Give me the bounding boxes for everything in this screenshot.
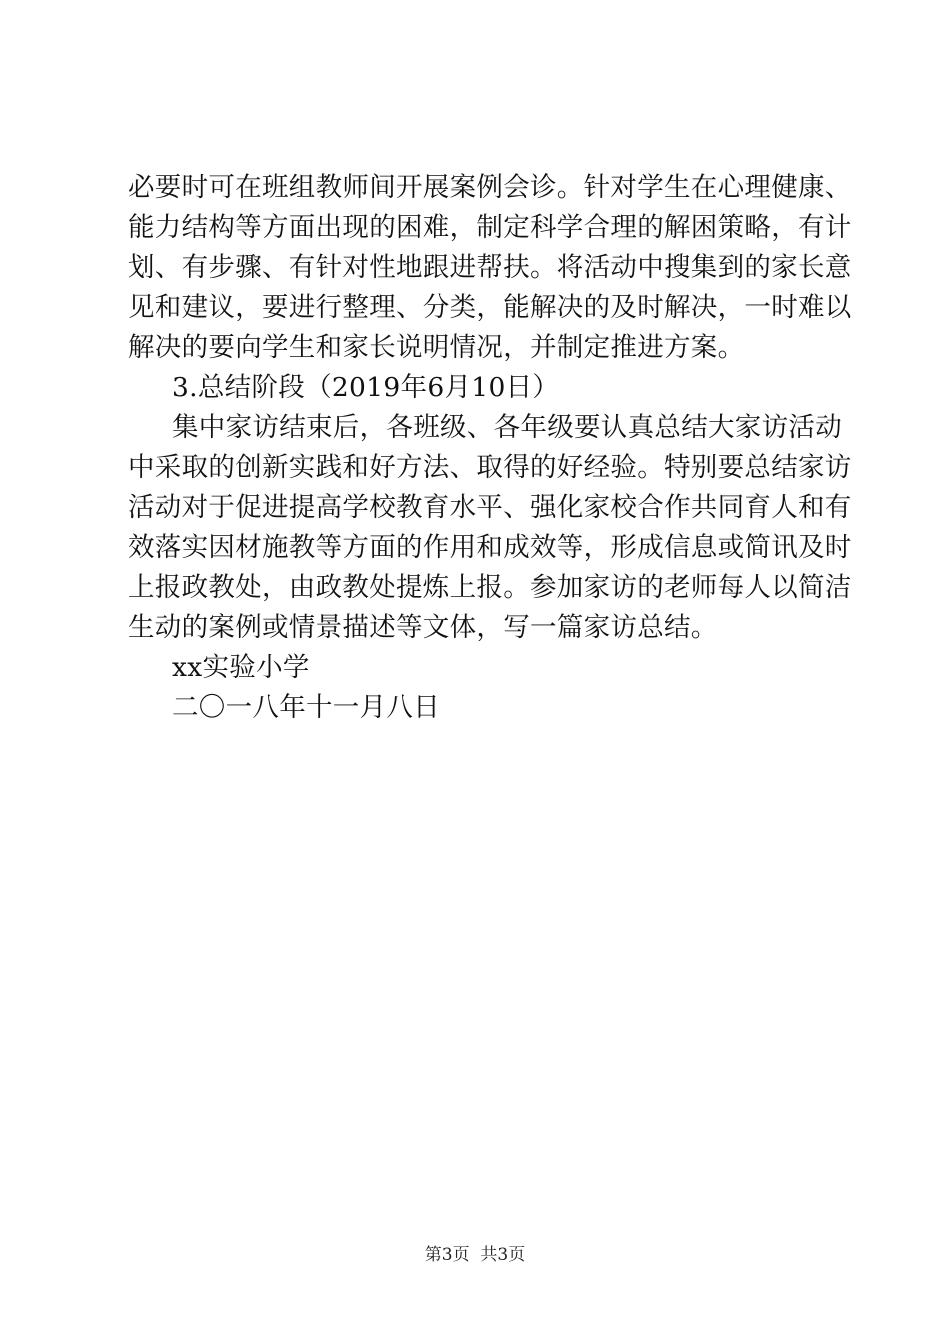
document-body <box>128 168 852 728</box>
paragraph-line: 解决的要向学生和家长说明情况，并制定推进方案。 <box>128 332 745 363</box>
paragraph-line: 生动的案例或情景描述等文体，写一篇家访总结。 <box>128 612 718 643</box>
paragraph-line: 集中家访结束后，各班级、各年级要认真总结大家访活动 <box>172 412 842 443</box>
paragraph-line: 划、有步骤、有针对性地跟进帮扶。将活动中搜集到的家长意 <box>128 252 852 283</box>
paragraph-line: 见和建议，要进行整理、分类，能解决的及时解决，一时难以 <box>128 292 852 323</box>
paragraph-line: 能力结构等方面出现的困难，制定科学合理的解困策略，有计 <box>128 212 852 243</box>
signature-date: 二〇一八年十一月八日 <box>172 692 440 723</box>
paragraph-line: 必要时可在班组教师间开展案例会诊。针对学生在心理健康、 <box>128 172 852 203</box>
section-heading: 3.总结阶段（2019年6月10日） <box>172 372 560 403</box>
paragraph-line: 活动对于促进提高学校教育水平、强化家校合作共同育人和有 <box>128 492 852 523</box>
paragraph-line: 效落实因材施教等方面的作用和成效等，形成信息或简讯及时 <box>128 532 852 563</box>
page-number-label: 第3页 共3页 <box>424 1245 526 1265</box>
paragraph-line: 中采取的创新实践和好方法、取得的好经验。特别要总结家访 <box>128 452 852 483</box>
paragraph-line: 上报政教处，由政教处提炼上报。参加家访的老师每人以简洁 <box>128 572 852 603</box>
page-footer <box>0 1243 950 1267</box>
signature-organization: xx实验小学 <box>172 652 310 683</box>
